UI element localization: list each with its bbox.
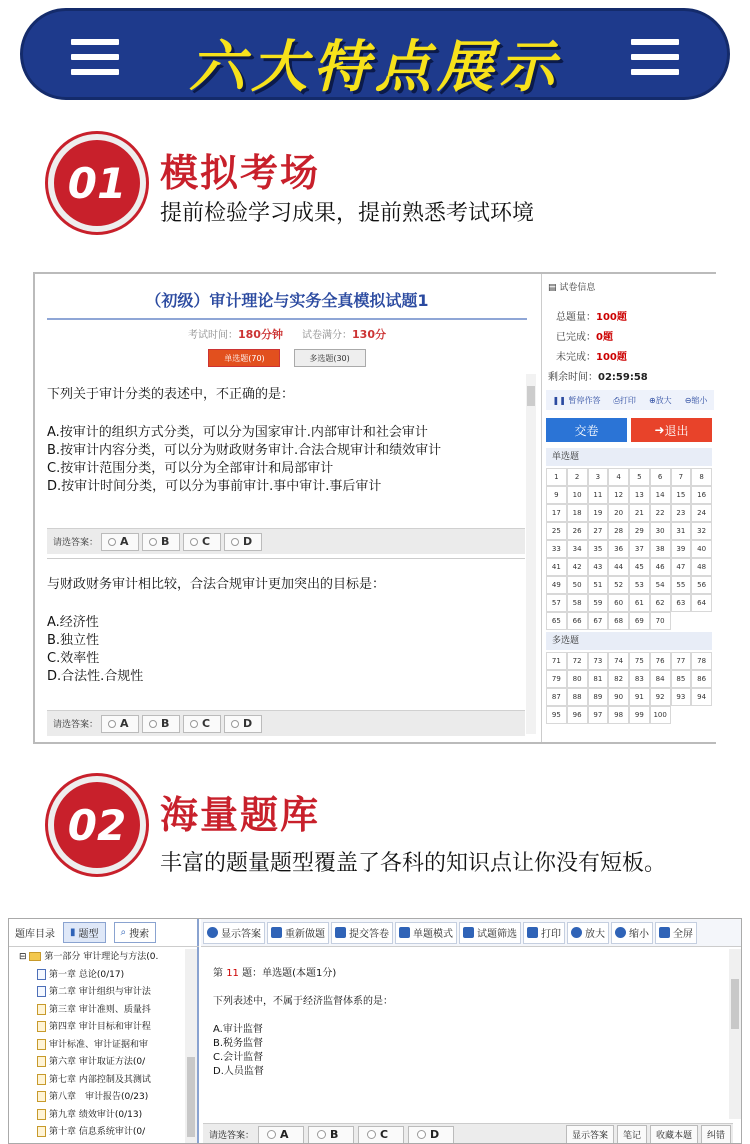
- print-button[interactable]: 打印: [523, 922, 565, 944]
- feature-number-badge: 02: [48, 776, 146, 874]
- choice-c: C.按审计范围分类，可以分为全部审计和局部审计: [47, 461, 334, 476]
- question-number-cell[interactable]: 80: [567, 670, 588, 688]
- exam-title: （初级）审计理论与实务全真模拟试题1: [145, 291, 429, 310]
- question-number-cell[interactable]: 17: [546, 504, 567, 522]
- fullscreen-button[interactable]: 全屏: [655, 922, 697, 944]
- question-number-cell[interactable]: 1: [546, 468, 567, 486]
- question-number-cell[interactable]: 35: [588, 540, 609, 558]
- tree-chapter-node[interactable]: [19, 1019, 195, 1037]
- document-icon: [37, 969, 46, 980]
- question-block: [47, 386, 525, 496]
- question-type-tabs: [35, 346, 539, 367]
- multi-question-grid: [546, 652, 712, 724]
- question-number-cell[interactable]: 10: [567, 486, 588, 504]
- bank-toolbar: [201, 919, 742, 947]
- document-icon: [37, 1039, 46, 1050]
- question-number-cell[interactable]: 45: [629, 558, 650, 576]
- question-stem: 下列表述中，不属于经济监督体系的是：: [213, 996, 393, 1007]
- question-number-cell[interactable]: 79: [546, 670, 567, 688]
- feature-subtitle: 丰富的题量题型覆盖了各科的知识点让你没有短板。: [160, 851, 667, 876]
- question-number-cell[interactable]: 18: [567, 504, 588, 522]
- tree-node-label: 第一章 总论(0/17): [49, 969, 125, 980]
- single-section-label: 单选题: [546, 448, 712, 466]
- zoom-out-button[interactable]: 缩小: [611, 922, 653, 944]
- tree-chapter-node[interactable]: [19, 1054, 195, 1072]
- exam-actions: [546, 418, 712, 442]
- undone-label: 未完成：: [556, 352, 596, 363]
- question-number-cell[interactable]: 88: [567, 688, 588, 706]
- option-b-radio[interactable]: B: [142, 533, 180, 551]
- question-number-cell[interactable]: 6: [650, 468, 671, 486]
- search-tab-button[interactable]: ⌕ 搜索: [114, 922, 157, 943]
- question-number-cell[interactable]: 78: [691, 652, 712, 670]
- question-number-cell[interactable]: 77: [671, 652, 692, 670]
- type-tab-button[interactable]: ▮ 题型: [63, 922, 106, 943]
- question-number-cell[interactable]: 54: [650, 576, 671, 594]
- time-label: 考试时间：: [187, 330, 238, 341]
- total-value: 100题: [596, 312, 627, 323]
- question-number-cell[interactable]: 70: [650, 612, 671, 630]
- question-number-cell[interactable]: 64: [691, 594, 712, 612]
- question-number-cell[interactable]: 72: [567, 652, 588, 670]
- choice-a: A.经济性: [47, 615, 99, 630]
- answer-bar: [203, 1123, 733, 1144]
- question-number-cell[interactable]: 8: [691, 468, 712, 486]
- question-number-cell[interactable]: 74: [608, 652, 629, 670]
- notes-button[interactable]: 笔记: [617, 1125, 647, 1144]
- scrollbar[interactable]: [729, 949, 741, 1119]
- question-area: [213, 967, 393, 1079]
- tree-chapter-node[interactable]: [19, 1037, 195, 1055]
- question-number-cell[interactable]: 20: [608, 504, 629, 522]
- question-number-cell[interactable]: 61: [629, 594, 650, 612]
- report-error-button[interactable]: 纠错: [701, 1125, 731, 1144]
- question-number-cell[interactable]: 97: [588, 706, 609, 724]
- choice-b: B.按审计内容分类，可以分为财政财务审计.合法合规审计和绩效审计: [47, 443, 442, 458]
- question-block: [47, 576, 525, 686]
- folder-icon: [29, 952, 41, 961]
- question-number-cell[interactable]: 68: [608, 612, 629, 630]
- menu-icon: [631, 39, 679, 75]
- question-number-cell[interactable]: 26: [567, 522, 588, 540]
- question-number-cell[interactable]: 59: [588, 594, 609, 612]
- feature-title: 模拟考场: [160, 151, 321, 195]
- question-number-cell[interactable]: 69: [629, 612, 650, 630]
- question-number-cell[interactable]: 29: [629, 522, 650, 540]
- tree-chapter-node[interactable]: [19, 1107, 195, 1125]
- option-d-radio[interactable]: D: [408, 1126, 454, 1144]
- tree-node-label: 第八章 审计报告(0/23): [49, 1092, 149, 1102]
- question-number-cell[interactable]: 30: [650, 522, 671, 540]
- question-number-cell[interactable]: 93: [671, 688, 692, 706]
- exam-screenshot: [33, 272, 716, 744]
- question-stem: 下列关于审计分类的表述中，不正确的是：: [47, 387, 295, 402]
- tree-node-label: 第六章 审计取证方法(0/: [49, 1057, 146, 1067]
- question-number-cell[interactable]: 57: [546, 594, 567, 612]
- top-banner: [20, 8, 730, 100]
- question-number-cell[interactable]: 98: [608, 706, 629, 724]
- question-number-cell[interactable]: 5: [629, 468, 650, 486]
- tree-part-node[interactable]: [19, 949, 195, 967]
- time-value: 180分钟: [237, 328, 283, 341]
- question-number-cell[interactable]: 99: [629, 706, 650, 724]
- fullscreen-icon: [659, 927, 670, 938]
- undone-value: 100题: [596, 352, 627, 363]
- option-a-radio[interactable]: A: [258, 1126, 304, 1144]
- question-number-cell[interactable]: 23: [671, 504, 692, 522]
- feature-number-badge: 01: [48, 134, 146, 232]
- tree-node-label: 第四章 审计目标和审计程: [49, 1022, 151, 1032]
- tree-chapter-node[interactable]: [19, 1124, 195, 1142]
- answer-bar: [47, 710, 525, 736]
- exam-info-line: [35, 326, 539, 342]
- question-number-cell[interactable]: 85: [671, 670, 692, 688]
- tree-node-label: 审计标准、审计证据和审: [49, 1039, 149, 1050]
- question-number-cell[interactable]: 87: [546, 688, 567, 706]
- zoom-out-icon: [615, 927, 626, 938]
- question-number: 11: [226, 968, 239, 979]
- choice-a: A.按审计的组织方式分类，可以分为国家审计.内部审计和社会审计: [47, 425, 428, 440]
- question-number-cell[interactable]: 55: [671, 576, 692, 594]
- scrollbar[interactable]: [526, 374, 536, 734]
- option-c-radio[interactable]: C: [358, 1126, 404, 1144]
- single-question-grid: [546, 468, 712, 630]
- choice-b: B.独立性: [47, 633, 100, 648]
- question-number-cell[interactable]: 95: [546, 706, 567, 724]
- question-number-cell[interactable]: 37: [629, 540, 650, 558]
- option-d-radio[interactable]: D: [224, 533, 262, 551]
- exit-button[interactable]: ➜ 退出: [631, 418, 712, 442]
- question-number-cell[interactable]: 13: [629, 486, 650, 504]
- question-number-cell[interactable]: 46: [650, 558, 671, 576]
- question-number-cell[interactable]: 66: [567, 612, 588, 630]
- question-number-cell[interactable]: 19: [588, 504, 609, 522]
- tree-node-label: 第一部分 审计理论与方法(0.: [44, 952, 159, 962]
- question-number-cell[interactable]: 65: [546, 612, 567, 630]
- question-number-cell[interactable]: 47: [671, 558, 692, 576]
- favorite-button[interactable]: 收藏本题: [650, 1125, 698, 1144]
- tree-chapter-node[interactable]: [19, 984, 195, 1002]
- question-stem: 与财政财务审计相比较，合法合规审计更加突出的目标是：: [47, 577, 386, 592]
- exam-info-header: ▤ 试卷信息: [548, 283, 596, 293]
- done-value: 0题: [596, 332, 613, 343]
- question-number-cell[interactable]: 31: [671, 522, 692, 540]
- banner-title: 六大特点展示: [189, 35, 561, 100]
- single-mode-icon: [399, 927, 410, 938]
- chapter-tree: [19, 949, 195, 1142]
- question-header: 第 11 题：单选题(本题1分): [213, 968, 337, 979]
- document-icon: [37, 1021, 46, 1032]
- question-number-cell[interactable]: 32: [691, 522, 712, 540]
- option-d-radio[interactable]: D: [224, 715, 262, 733]
- question-number-cell[interactable]: 24: [691, 504, 712, 522]
- question-number-cell[interactable]: 41: [546, 558, 567, 576]
- choice-d: D.人员监督: [213, 1066, 264, 1077]
- answer-label: 请选答案：: [209, 1131, 255, 1141]
- choice-c: C.效率性: [47, 651, 100, 666]
- show-answer-icon: [207, 927, 218, 938]
- tree-chapter-node[interactable]: [19, 967, 195, 985]
- redo-icon: [271, 927, 282, 938]
- question-number-cell[interactable]: 81: [588, 670, 609, 688]
- answer-actions: [566, 1125, 733, 1144]
- submit-button[interactable]: 交卷: [546, 418, 627, 442]
- single-mode-button[interactable]: 单题模式: [395, 922, 457, 944]
- question-number-cell[interactable]: 52: [608, 576, 629, 594]
- document-icon: [37, 1126, 46, 1137]
- zoom-out-button[interactable]: ⊖缩小: [684, 395, 708, 405]
- answer-bar: [47, 528, 525, 554]
- question-number-cell[interactable]: 28: [608, 522, 629, 540]
- question-number-cell[interactable]: 94: [691, 688, 712, 706]
- question-number-cell[interactable]: 39: [671, 540, 692, 558]
- question-number-cell[interactable]: 40: [691, 540, 712, 558]
- filter-button[interactable]: 试题筛选: [459, 922, 521, 944]
- document-icon: [37, 1109, 46, 1120]
- question-number-cell[interactable]: 48: [691, 558, 712, 576]
- question-number-cell[interactable]: 11: [588, 486, 609, 504]
- submit-answers-icon: [335, 927, 346, 938]
- catalog-pane: [9, 919, 199, 1144]
- submit-answers-button[interactable]: 提交答卷: [331, 922, 393, 944]
- pause-button[interactable]: ❚❚ 暂停作答: [552, 395, 601, 405]
- question-bank-screenshot: [8, 918, 742, 1144]
- question-number-cell[interactable]: 84: [650, 670, 671, 688]
- question-number-cell[interactable]: 42: [567, 558, 588, 576]
- choice-b: B.税务监督: [213, 1038, 264, 1049]
- redo-button[interactable]: 重新做题: [267, 922, 329, 944]
- question-number-cell[interactable]: 43: [588, 558, 609, 576]
- question-number-cell[interactable]: 21: [629, 504, 650, 522]
- option-a-radio[interactable]: A: [101, 533, 139, 551]
- question-number-cell[interactable]: 63: [671, 594, 692, 612]
- answer-label: 请选答案：: [53, 720, 99, 730]
- question-number-cell[interactable]: 22: [650, 504, 671, 522]
- question-number-cell[interactable]: 33: [546, 540, 567, 558]
- question-number-cell[interactable]: 7: [671, 468, 692, 486]
- question-number-cell[interactable]: 91: [629, 688, 650, 706]
- multi-section-label: 多选题: [546, 632, 712, 650]
- divider: [47, 558, 525, 559]
- catalog-header: [9, 919, 199, 947]
- question-number-cell[interactable]: 38: [650, 540, 671, 558]
- feature-subtitle: 提前检验学习成果，提前熟悉考试环境: [160, 201, 535, 226]
- question-number-cell[interactable]: 58: [567, 594, 588, 612]
- question-number-cell[interactable]: 49: [546, 576, 567, 594]
- document-icon: [37, 1091, 46, 1102]
- filter-icon: [463, 927, 474, 938]
- document-icon: [37, 1004, 46, 1015]
- question-number-cell[interactable]: 62: [650, 594, 671, 612]
- question-number-cell[interactable]: 9: [546, 486, 567, 504]
- question-number-cell[interactable]: 15: [671, 486, 692, 504]
- question-number-cell[interactable]: 14: [650, 486, 671, 504]
- question-number-cell[interactable]: 71: [546, 652, 567, 670]
- option-b-radio[interactable]: B: [308, 1126, 354, 1144]
- catalog-label: 题库目录: [15, 929, 55, 940]
- exam-toolbar: [546, 390, 714, 410]
- tree-chapter-node[interactable]: [19, 1002, 195, 1020]
- question-number-cell[interactable]: 44: [608, 558, 629, 576]
- show-answer-button[interactable]: 显示答案: [203, 922, 265, 944]
- total-label: 总题量：: [556, 312, 596, 323]
- question-number-cell[interactable]: 27: [588, 522, 609, 540]
- question-number-cell[interactable]: 34: [567, 540, 588, 558]
- option-c-radio[interactable]: C: [183, 715, 221, 733]
- show-answer-button[interactable]: 显示答案: [566, 1125, 614, 1144]
- tree-node-label: 第三章 审计准则、质量抖: [49, 1004, 151, 1015]
- print-icon: [527, 927, 538, 938]
- question-number-cell[interactable]: 3: [588, 468, 609, 486]
- feature-title: 海量题库: [160, 793, 321, 837]
- question-number-cell[interactable]: 67: [588, 612, 609, 630]
- question-number-cell[interactable]: 53: [629, 576, 650, 594]
- tree-node-label: 第十章 信息系统审计(0/: [49, 1127, 146, 1137]
- question-number-cell[interactable]: 86: [691, 670, 712, 688]
- document-icon: [37, 1056, 46, 1067]
- remain-time: 02:59:58: [598, 372, 648, 383]
- document-icon: [37, 1074, 46, 1085]
- question-number-cell[interactable]: 4: [608, 468, 629, 486]
- exam-question-pane: [35, 274, 539, 742]
- question-number-cell[interactable]: 2: [567, 468, 588, 486]
- exam-stats: [548, 308, 648, 388]
- question-number-cell[interactable]: 89: [588, 688, 609, 706]
- option-b-radio[interactable]: B: [142, 715, 180, 733]
- question-number-cell[interactable]: 75: [629, 652, 650, 670]
- question-number-cell[interactable]: 76: [650, 652, 671, 670]
- question-number-cell[interactable]: 12: [608, 486, 629, 504]
- scrollbar[interactable]: [185, 949, 197, 1144]
- tree-node-label: 第七章 内部控制及其测试: [49, 1074, 151, 1085]
- zoom-in-button[interactable]: 放大: [567, 922, 609, 944]
- question-number-cell[interactable]: 50: [567, 576, 588, 594]
- tree-chapter-node[interactable]: [19, 1089, 195, 1107]
- tree-node-label: 第二章 审计组织与审计法: [49, 987, 151, 997]
- remain-label: 剩余时间：: [548, 372, 598, 383]
- document-icon: [37, 986, 46, 997]
- zoom-in-icon: [571, 927, 582, 938]
- print-button[interactable]: ⎙打印: [613, 395, 636, 405]
- question-number-cell[interactable]: 92: [650, 688, 671, 706]
- question-number-cell[interactable]: 25: [546, 522, 567, 540]
- option-a-radio[interactable]: A: [101, 715, 139, 733]
- answer-label: 请选答案：: [53, 538, 99, 548]
- tab-single-choice[interactable]: 单选题(70): [208, 349, 280, 367]
- score-value: 130分: [352, 328, 386, 341]
- question-number-cell[interactable]: 56: [691, 576, 712, 594]
- question-number-cell[interactable]: 73: [588, 652, 609, 670]
- question-pane: [201, 919, 742, 1144]
- question-number-cell[interactable]: 36: [608, 540, 629, 558]
- tree-chapter-node[interactable]: [19, 1072, 195, 1090]
- choice-c: C.会计监督: [213, 1052, 264, 1063]
- question-number-cell[interactable]: 100: [650, 706, 671, 724]
- choice-a: A.审计监督: [213, 1024, 263, 1035]
- question-number-cell[interactable]: 82: [608, 670, 629, 688]
- tab-multi-choice[interactable]: 多选题(30): [294, 349, 366, 367]
- question-number-cell[interactable]: 51: [588, 576, 609, 594]
- option-c-radio[interactable]: C: [183, 533, 221, 551]
- done-label: 已完成：: [556, 332, 596, 343]
- choice-d: D.按审计时间分类，可以分为事前审计.事中审计.事后审计: [47, 479, 382, 494]
- question-number-cell[interactable]: 83: [629, 670, 650, 688]
- collapse-icon[interactable]: ⊟: [19, 952, 30, 962]
- divider: [47, 318, 527, 320]
- zoom-in-button[interactable]: ⊕放大: [648, 395, 672, 405]
- question-number-cell[interactable]: 60: [608, 594, 629, 612]
- choice-d: D.合法性.合规性: [47, 669, 144, 684]
- exam-info-pane: [541, 274, 716, 742]
- tree-node-label: 第九章 绩效审计(0/13): [49, 1109, 143, 1120]
- question-number-cell[interactable]: 90: [608, 688, 629, 706]
- score-label: 试卷满分：: [302, 330, 353, 341]
- question-number-cell[interactable]: 16: [691, 486, 712, 504]
- question-number-cell[interactable]: 96: [567, 706, 588, 724]
